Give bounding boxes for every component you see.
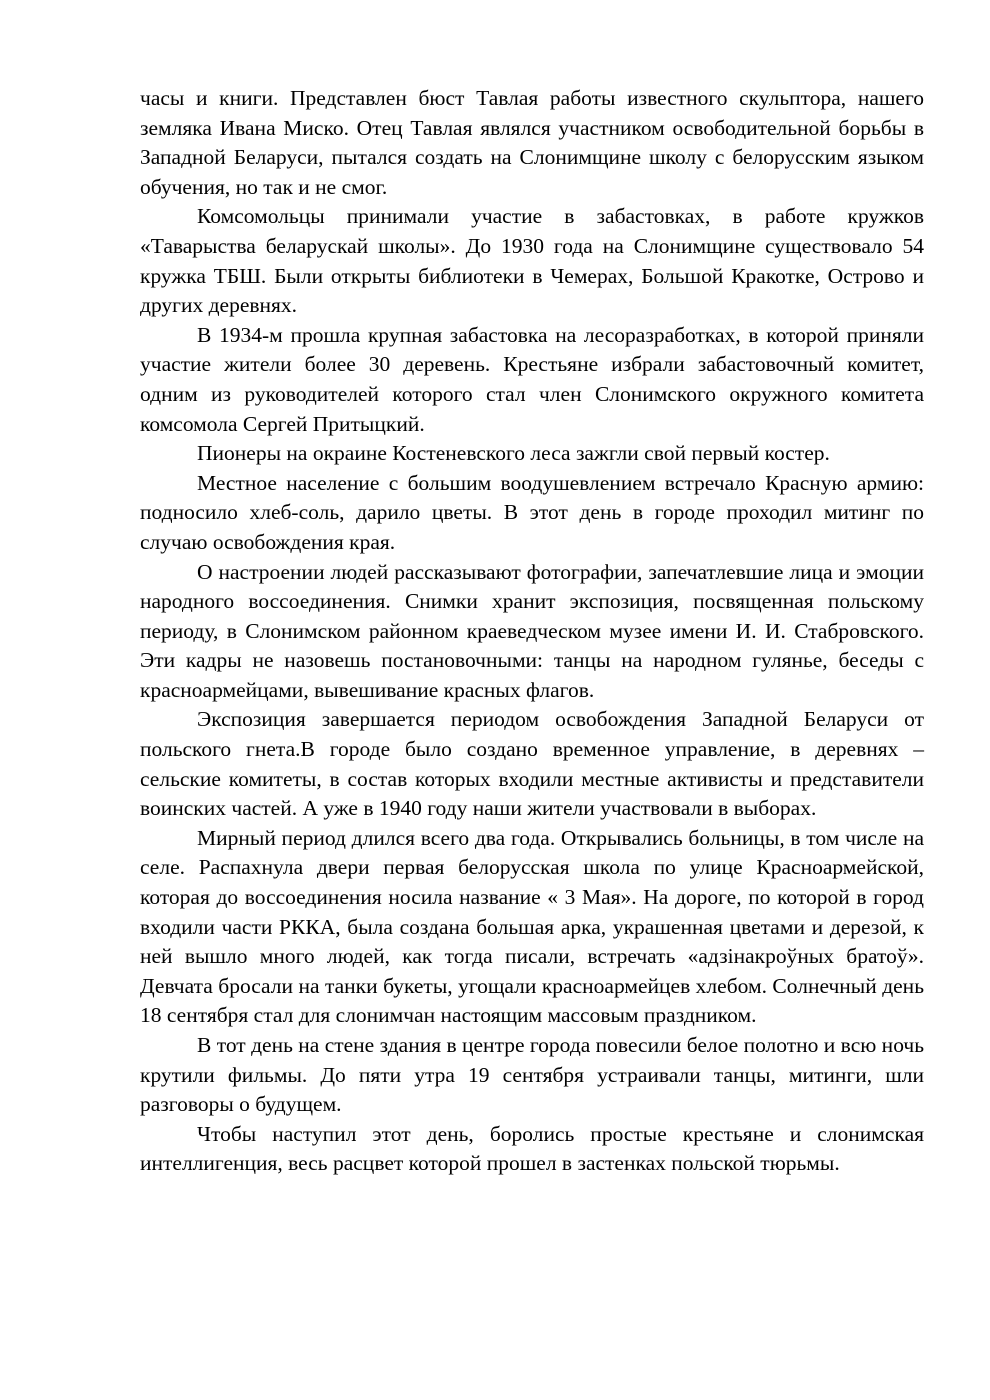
paragraph: Экспозиция завершается периодом освобождения Западной Беларуси от польского гнета.В городе было создано временное управление, в деревнях – сельские комитеты, в состав которых входили местные активисты и представители воинских частей. А уже в 1940 году наши жители участвовали в выборах. — [140, 707, 924, 821]
paragraph: Комсомольцы принимали участие в забастовках, в работе кружков «Таварыства беларускай школы». До 1930 года на Слонимщине существовало 54 кружка ТБШ. Были открыты библиотеки в Чемерах, Большой Кракотке, Острово и других деревнях. — [140, 204, 924, 318]
paragraph: Пионеры на окраине Костеневского леса зажгли свой первый костер. — [197, 441, 830, 466]
paragraph: часы и книги. Представлен бюст Тавлая работы известного скульптора, нашего земляка Ивана Миско. Отец Тавлая являлся участником освободительной борьбы в Западной Беларуси, пытался создать на Слонимщине школу с белорусским языком обучения, но так и не смог. — [140, 86, 924, 199]
paragraph: В тот день на стене здания в центре города повесили белое полотно и всю ночь крутили фильмы. До пяти утра 19 сентября устраивали танцы, митинги, шли разговоры о будущем. — [140, 1033, 924, 1117]
document-text-block — [140, 84, 924, 1179]
paragraph: Местное население с большим воодушевлением встречало Красную армию: подносило хлеб-соль, дарило цветы. В этот день в городе проходил митинг по случаю освобождения края. — [140, 470, 924, 554]
paragraph: В 1934-м прошла крупная забастовка на лесоразработках, в которой приняли участие жители более 30 деревень. Крестьяне избрали забастовочный комитет, одним из руководителей которого стал член Слонимского окружного комитета комсомола Сергей Притыцкий. — [140, 322, 924, 436]
paragraph: О настроении людей рассказывают фотографии, запечатлевшие лица и эмоции народного воссоединения. Снимки хранит экспозиция, посвященная польскому периоду, в Слонимском районном краеведческом музее имени И. И. Стабровского. Эти кадры не назовешь постановочными: танцы на народном гулянье, беседы с красноармейцами, вывешивание красных флагов. — [140, 559, 924, 702]
paragraph: Чтобы наступил этот день, боролись простые крестьяне и слонимская интеллигенция, весь расцвет которой прошел в застенках польской тюрьмы. — [140, 1121, 924, 1176]
paragraph: Мирный период длился всего два года. Открывались больницы, в том числе на селе. Распахнула двери первая белорусская школа по улице Красноармейской, которая до воссоединения носила название « 3 Мая». На дороге, по которой в город входили части РККА, была создана большая арка, украшенная цветами и дерезой, к ней вышло много людей, как тогда писали, встречать «адзінакроўных братоў». Девчата бросали на танки букеты, угощали красноармейцев хлебом. Солнечный день 18 сентября стал для слонимчан настоящим массовым праздником. — [140, 825, 924, 1028]
